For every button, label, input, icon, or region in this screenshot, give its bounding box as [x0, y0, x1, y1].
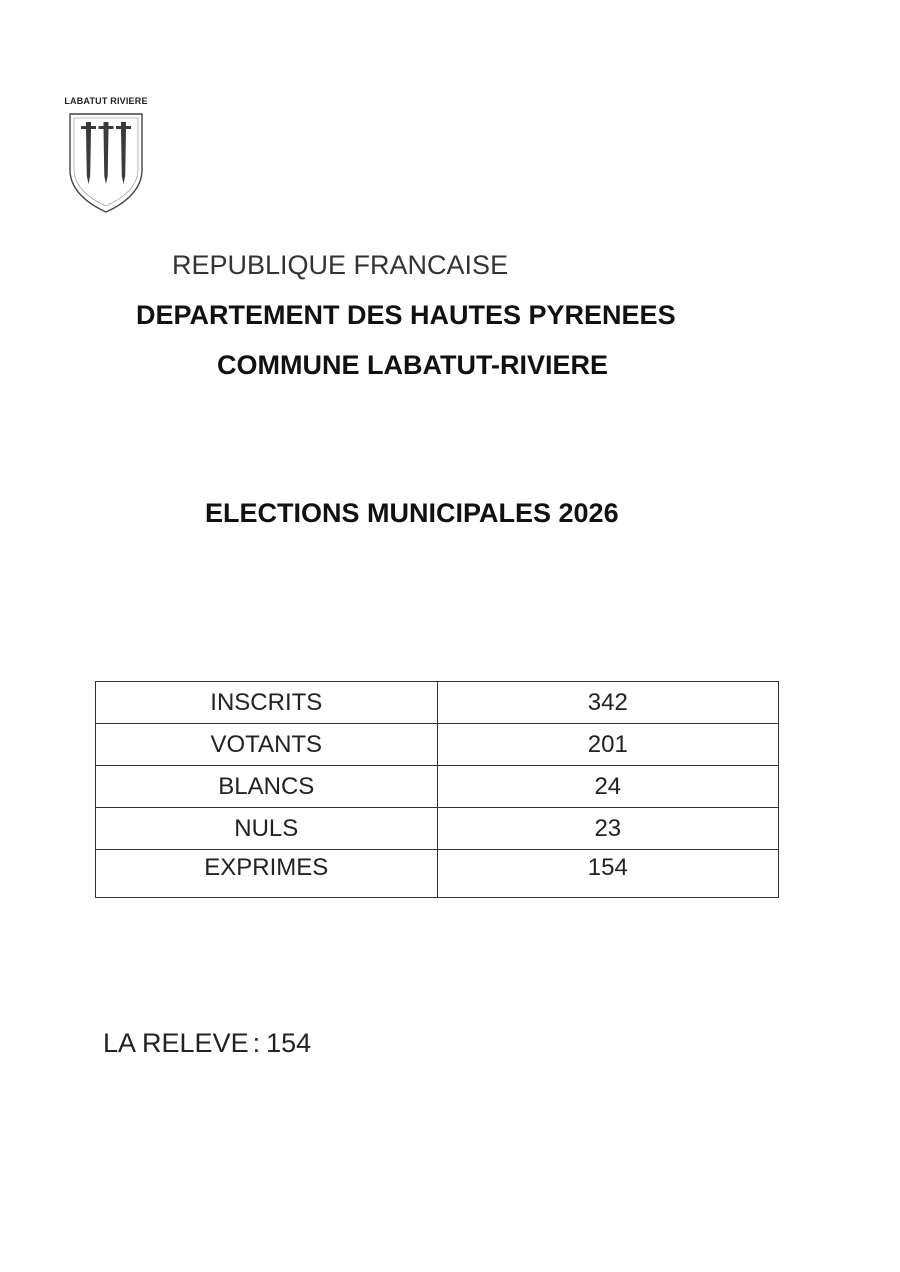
list-separator: :	[252, 1028, 261, 1058]
list-result	[103, 1028, 311, 1059]
result-value: 23	[437, 808, 778, 850]
result-label: VOTANTS	[96, 724, 438, 766]
result-label: BLANCS	[96, 766, 438, 808]
result-label: NULS	[96, 808, 438, 850]
table-row	[96, 724, 779, 766]
result-label: INSCRITS	[96, 682, 438, 724]
election-title: ELECTIONS MUNICIPALES 2026	[205, 498, 619, 528]
list-name: LA RELEVE	[103, 1028, 249, 1058]
result-value: 24	[437, 766, 778, 808]
table-row	[96, 850, 779, 898]
commune-crest	[58, 96, 154, 218]
result-value: 342	[437, 682, 778, 724]
department-heading: DEPARTEMENT DES HAUTES PYRENEES	[136, 300, 676, 330]
results-table	[95, 681, 779, 898]
country-heading: REPUBLIQUE FRANCAISE	[172, 250, 509, 280]
table-row	[96, 682, 779, 724]
result-label: EXPRIMES	[96, 850, 438, 898]
table-row	[96, 766, 779, 808]
commune-heading: COMMUNE LABATUT-RIVIERE	[217, 350, 608, 380]
crest-commune-name: LABATUT RIVIERE	[64, 96, 148, 106]
result-value: 154	[437, 850, 778, 898]
table-row	[96, 808, 779, 850]
list-votes: 154	[266, 1028, 312, 1058]
result-value: 201	[437, 724, 778, 766]
shield-with-three-swords-icon	[66, 108, 146, 216]
